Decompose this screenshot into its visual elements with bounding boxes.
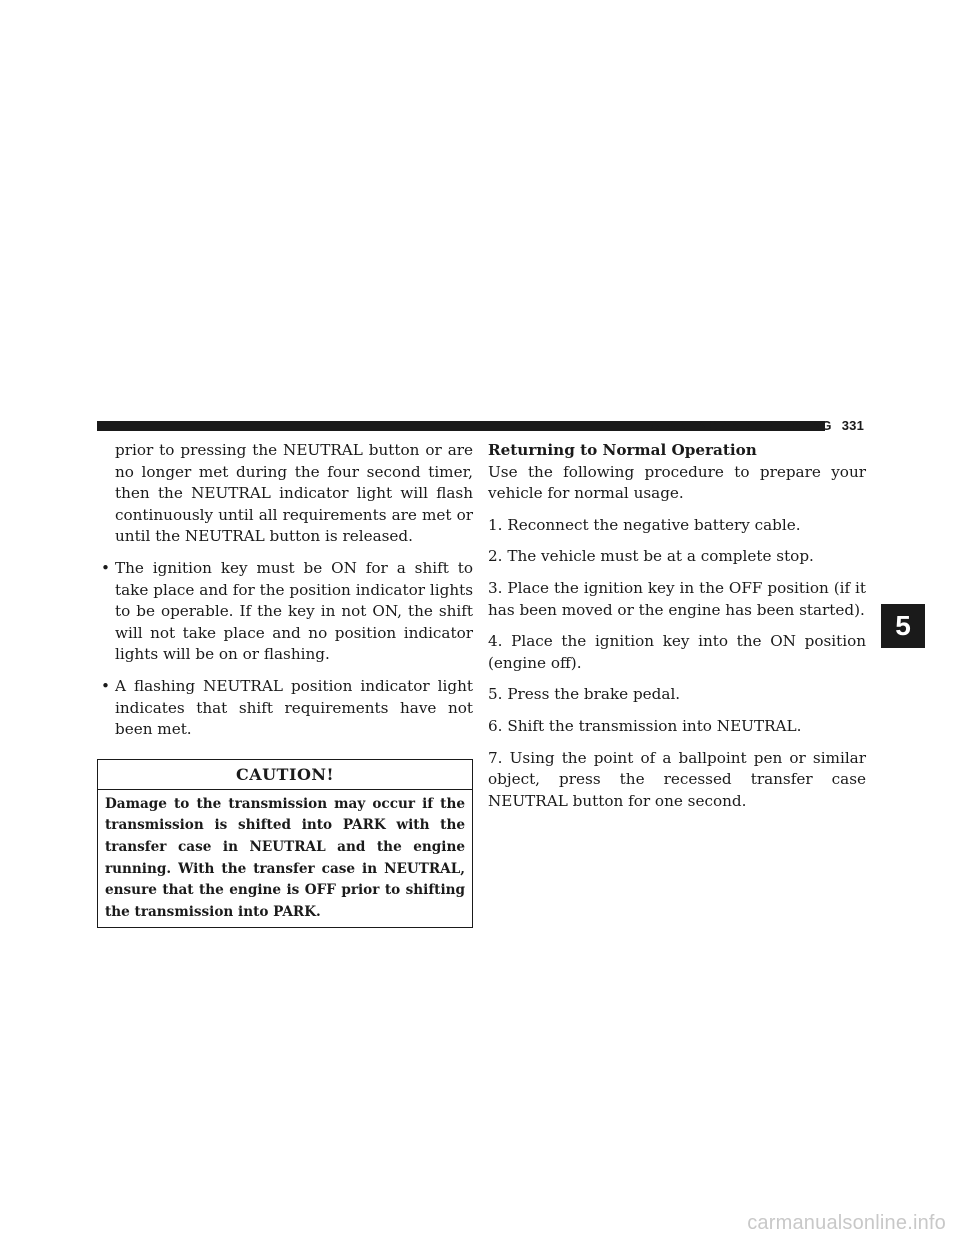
bullet-item bbox=[97, 558, 473, 666]
section-heading: Returning to Normal Operation bbox=[488, 441, 757, 459]
caution-body: Damage to the transmission may occur if the transmission is shifted into PARK with the transfer case in NEUTRAL and the engine running. With the transfer case in NEUTRAL, ensure that the engine is OFF prior to shifting the transmission into PARK. bbox=[105, 795, 465, 920]
running-header bbox=[651, 418, 864, 433]
chapter-tab: 5 bbox=[881, 604, 925, 648]
bullet-item bbox=[97, 676, 473, 741]
watermark: carmanualsonline.info bbox=[747, 1212, 946, 1234]
left-column bbox=[97, 440, 473, 928]
caution-title: CAUTION! bbox=[98, 760, 472, 790]
continuation-paragraph: prior to pressing the NEUTRAL button or are no longer met during the four second timer, then the NEUTRAL indicator light will flash continuously until all requirements are met or until the NEUTRAL button is released. bbox=[115, 441, 473, 546]
right-column bbox=[488, 440, 866, 812]
bullet-text: A flashing NEUTRAL position indicator light indicates that shift requirements have not been met. bbox=[115, 676, 473, 739]
intro-paragraph: Use the following procedure to prepare your vehicle for normal usage. bbox=[488, 462, 866, 503]
procedure-step: 3. Place the ignition key in the OFF position (if it has been moved or the engine has been started). bbox=[488, 578, 866, 619]
section-title: STARTING AND OPERATING bbox=[650, 418, 832, 433]
bullet-text: The ignition key must be ON for a shift to take place and for the position indicator lights to be operable. If the key in not ON, the shift will not take place and no position indicator lights will be on or flashing. bbox=[115, 558, 473, 664]
caution-box bbox=[97, 759, 473, 929]
page-number: 331 bbox=[841, 418, 864, 433]
procedure-step: 5. Press the brake pedal. bbox=[488, 685, 681, 704]
bullet-icon: • bbox=[101, 676, 110, 695]
procedure-step: 1. Reconnect the negative battery cable. bbox=[488, 515, 801, 534]
procedure-step: 4. Place the ignition key into the ON position (engine off). bbox=[488, 632, 866, 672]
bullet-icon: • bbox=[101, 558, 110, 577]
procedure-step: 6. Shift the transmission into NEUTRAL. bbox=[488, 716, 802, 735]
procedure-step: 2. The vehicle must be at a complete stop. bbox=[488, 547, 814, 566]
procedure-step: 7. Using the point of a ballpoint pen or similar object, press the recessed transfer case NEUTRAL button for one second. bbox=[488, 748, 866, 810]
